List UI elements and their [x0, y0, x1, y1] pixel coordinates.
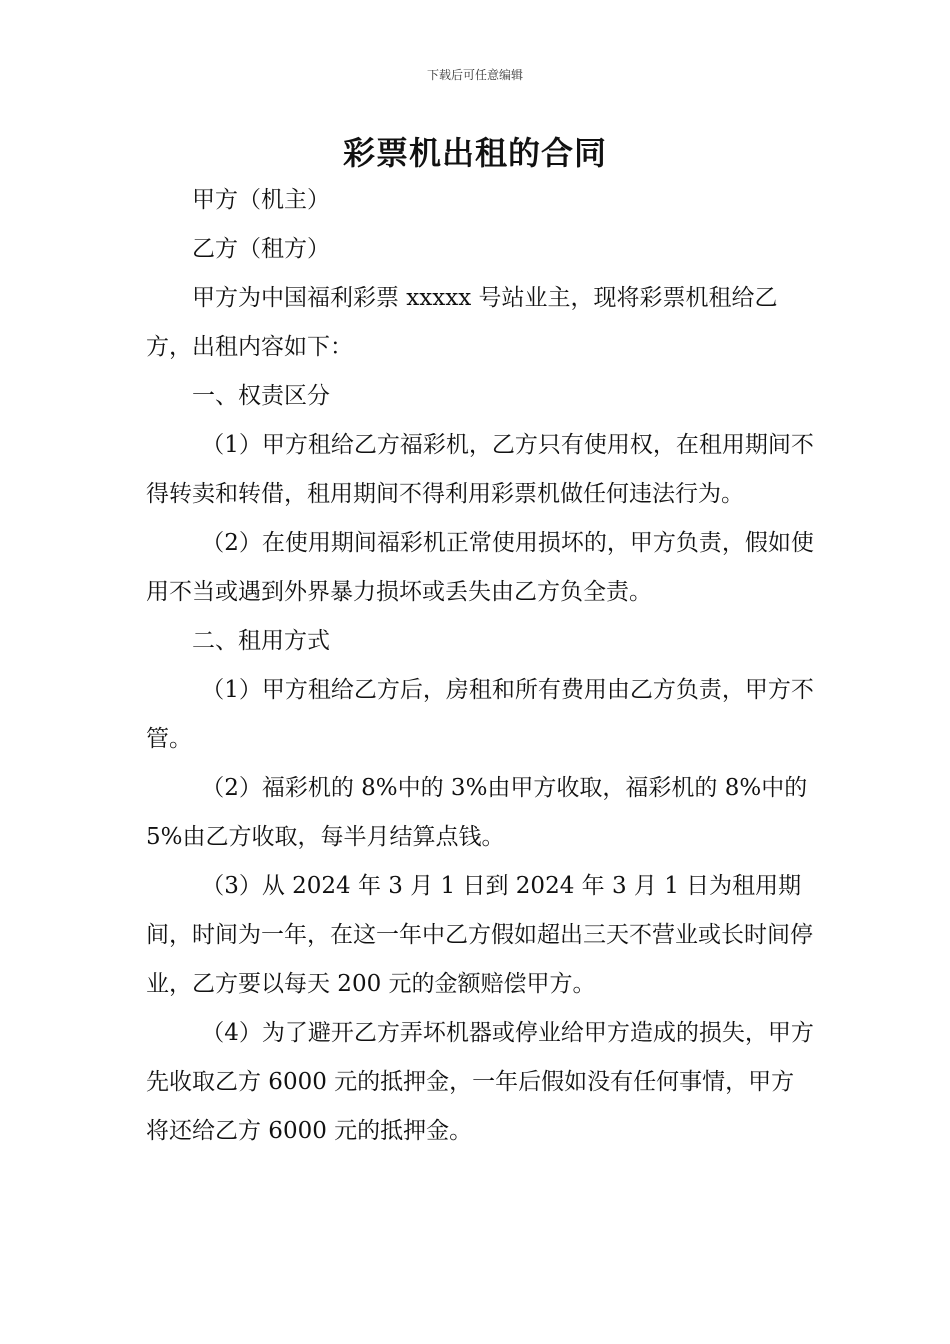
- party-a-line: 甲方（机主）: [192, 187, 330, 213]
- document-title: 彩票机出租的合同: [342, 134, 607, 172]
- clause-paragraph: （1）甲方租给乙方后，房租和所有费用由乙方负责，甲方不管。: [146, 677, 814, 752]
- intro-paragraph: 甲方为中国福利彩票 xxxxx 号站业主，现将彩票机租给乙方，出租内容如下：: [146, 285, 778, 360]
- page-header-note: 下载后可任意编辑: [426, 68, 523, 82]
- document-body: [146, 176, 814, 1156]
- clause-paragraph: （3）从 2024 年 3 月 1 日到 2024 年 3 月 1 日为租用期间，时间为一年，在这一年中乙方假如超出三天不营业或长时间停业，乙方要以每天 200 元的金额赔偿甲方。: [146, 873, 813, 997]
- clause-paragraph: （4）为了避开乙方弄坏机器或停业给甲方造成的损失，甲方先收取乙方 6000 元的抵押金，一年后假如没有任何事情，甲方将还给乙方 6000 元的抵押金。: [146, 1020, 814, 1144]
- clause-paragraph: （2）在使用期间福彩机正常使用损坏的，甲方负责，假如使用不当或遇到外界暴力损坏或丢失由乙方负全责。: [146, 530, 814, 605]
- section-heading-rights: 一、权责区分: [192, 383, 330, 409]
- section-heading-rental: 二、租用方式: [192, 628, 330, 654]
- clause-paragraph: （2）福彩机的 8%中的 3%由甲方收取，福彩机的 8%中的 5%由乙方收取，每半月结算点钱。: [146, 775, 808, 850]
- clause-paragraph: （1）甲方租给乙方福彩机，乙方只有使用权，在租用期间不得转卖和转借，租用期间不得利用彩票机做任何违法行为。: [146, 432, 814, 507]
- party-b-line: 乙方（租方）: [192, 236, 330, 262]
